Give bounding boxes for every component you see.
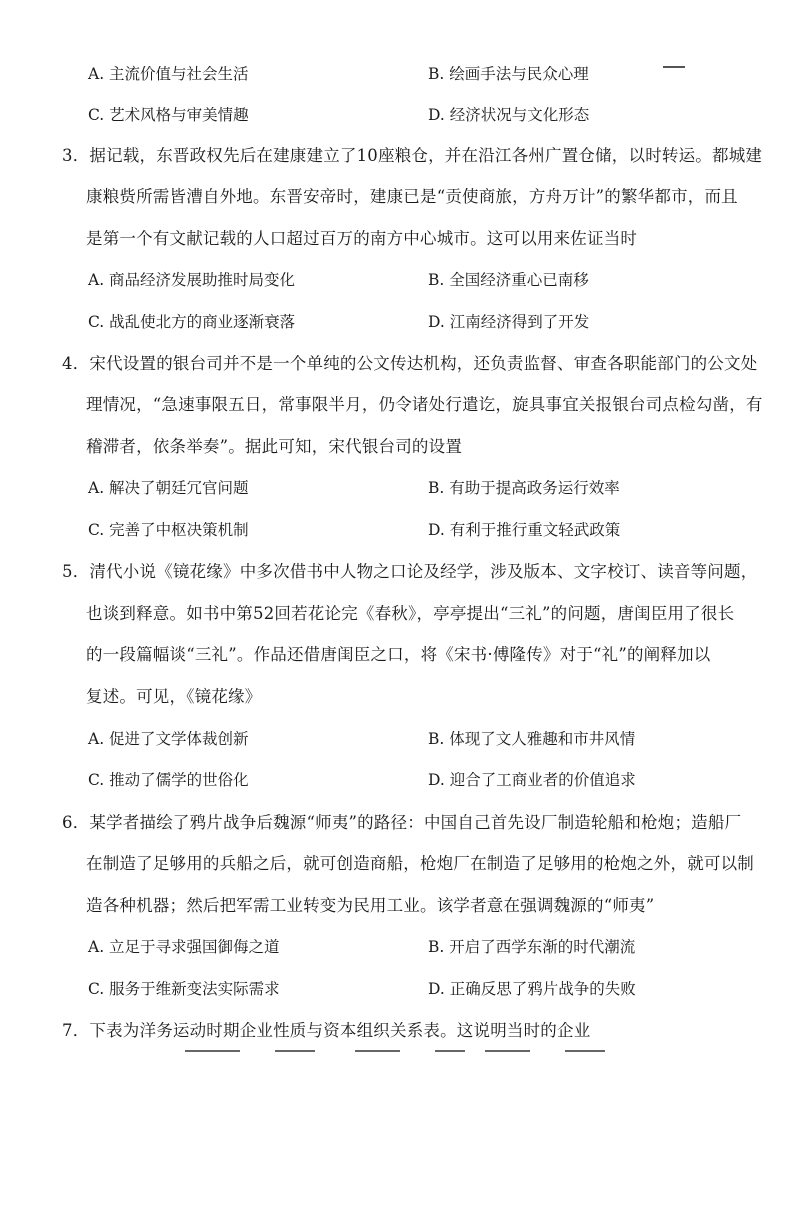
q4-stem-line-3: 稽滞者，依条举奏”。据此可知，宋代银台司的设置 bbox=[86, 437, 463, 456]
q5-stem-line-3: 的一段篇幅谈“三礼”。作品还借唐闺臣之口，将《宋书·傅隆传》对于“礼”的阐释加以 bbox=[86, 645, 711, 664]
q2-option-d: D. 经济状况与文化形态 bbox=[428, 106, 590, 124]
q4-options-row-2 bbox=[0, 518, 794, 542]
q5-option-a: A. 促进了文学体裁创新 bbox=[88, 730, 249, 748]
q3-options-row-1 bbox=[0, 268, 794, 292]
q6-stem-line-3: 造各种机器；然后把军需工业转变为民用工业。该学者意在强调魏源的“师夷” bbox=[86, 896, 655, 915]
q6-option-d: D. 正确反思了鸦片战争的失败 bbox=[428, 980, 636, 998]
q2-options-row-1 bbox=[0, 62, 794, 86]
q3-stem-line-1: 3．据记载，东晋政权先后在建康建立了10座粮仓，并在沿江各州广置仓储，以时转运。都城建 bbox=[62, 146, 763, 165]
q2-option-b: B. 绘画手法与民众心理 bbox=[428, 65, 589, 83]
q6-option-c: C. 服务于维新变法实际需求 bbox=[88, 980, 280, 998]
q4-option-a: A. 解决了朝廷冗官问题 bbox=[88, 479, 249, 497]
q6-option-a: A. 立足于寻求强国御侮之道 bbox=[88, 938, 280, 956]
q6-option-b: B. 开启了西学东渐的时代潮流 bbox=[428, 938, 636, 956]
q5-option-d: D. 迎合了工商业者的价值追求 bbox=[428, 771, 636, 789]
q2-option-a: A. 主流价值与社会生活 bbox=[88, 65, 249, 83]
q6-options-row-2 bbox=[0, 977, 794, 1001]
cut-off-table-edge bbox=[185, 1046, 615, 1056]
q4-stem-line-1: 4．宋代设置的银台司并不是一个单纯的公文传达机构，还负责监督、审查各职能部门的公文处 bbox=[62, 354, 758, 373]
q5-options-row-1 bbox=[0, 727, 794, 751]
q5-stem-line-1: 5．清代小说《镜花缘》中多次借书中人物之口论及经学，涉及版本、文字校订、读音等问题， bbox=[62, 562, 758, 581]
q5-option-c: C. 推动了儒学的世俗化 bbox=[88, 771, 249, 789]
q4-stem-line-2: 理情况，“急速事限五日，常事限半月，仍令诸处行遣讫，旋具事宜关报银台司点检勾凿，有 bbox=[86, 395, 763, 414]
q5-stem-line-4: 复述。可见，《镜花缘》 bbox=[86, 687, 262, 706]
q3-option-c: C. 战乱使北方的商业逐渐衰落 bbox=[88, 313, 296, 331]
q5-options-row-2 bbox=[0, 768, 794, 792]
q3-option-a: A. 商品经济发展助推时局变化 bbox=[88, 271, 296, 289]
q3-stem-line-2: 康粮赀所需皆漕自外地。东晋安帝时，建康已是“贡使商旅，方舟万计”的繁华都市，而且 bbox=[86, 187, 738, 206]
q6-options-row-1 bbox=[0, 935, 794, 959]
q4-options-row-1 bbox=[0, 476, 794, 500]
q3-options-row-2 bbox=[0, 310, 794, 334]
q2-option-c: C. 艺术风格与审美情趣 bbox=[88, 106, 249, 124]
q2-options-row-2 bbox=[0, 103, 794, 127]
q6-stem-line-1: 6．某学者描绘了鸦片战争后魏源“师夷”的路径：中国自己首先设厂制造轮船和枪炮；造船厂 bbox=[62, 813, 742, 832]
q5-option-b: B. 体现了文人雅趣和市井风情 bbox=[428, 730, 636, 748]
q3-stem-line-3: 是第一个有文献记载的人口超过百万的南方中心城市。这可以用来佐证当时 bbox=[86, 229, 638, 248]
q4-option-c: C. 完善了中枢决策机制 bbox=[88, 521, 249, 539]
q7-stem-line-1: 7．下表为洋务运动时期企业性质与资本组织关系表。这说明当时的企业 bbox=[62, 1021, 591, 1040]
q5-stem-line-2: 也谈到释意。如书中第52回若花论完《春秋》，亭亭提出“三礼”的问题，唐闺臣用了很长 bbox=[86, 604, 735, 623]
q3-option-d: D. 江南经济得到了开发 bbox=[428, 313, 590, 331]
q4-option-d: D. 有利于推行重文轻武政策 bbox=[428, 521, 621, 539]
q3-option-b: B. 全国经济重心已南移 bbox=[428, 271, 589, 289]
q4-option-b: B. 有助于提高政务运行效率 bbox=[428, 479, 620, 497]
q6-stem-line-2: 在制造了足够用的兵船之后，就可创造商船，枪炮厂在制造了足够用的枪炮之外，就可以制 bbox=[86, 854, 754, 873]
